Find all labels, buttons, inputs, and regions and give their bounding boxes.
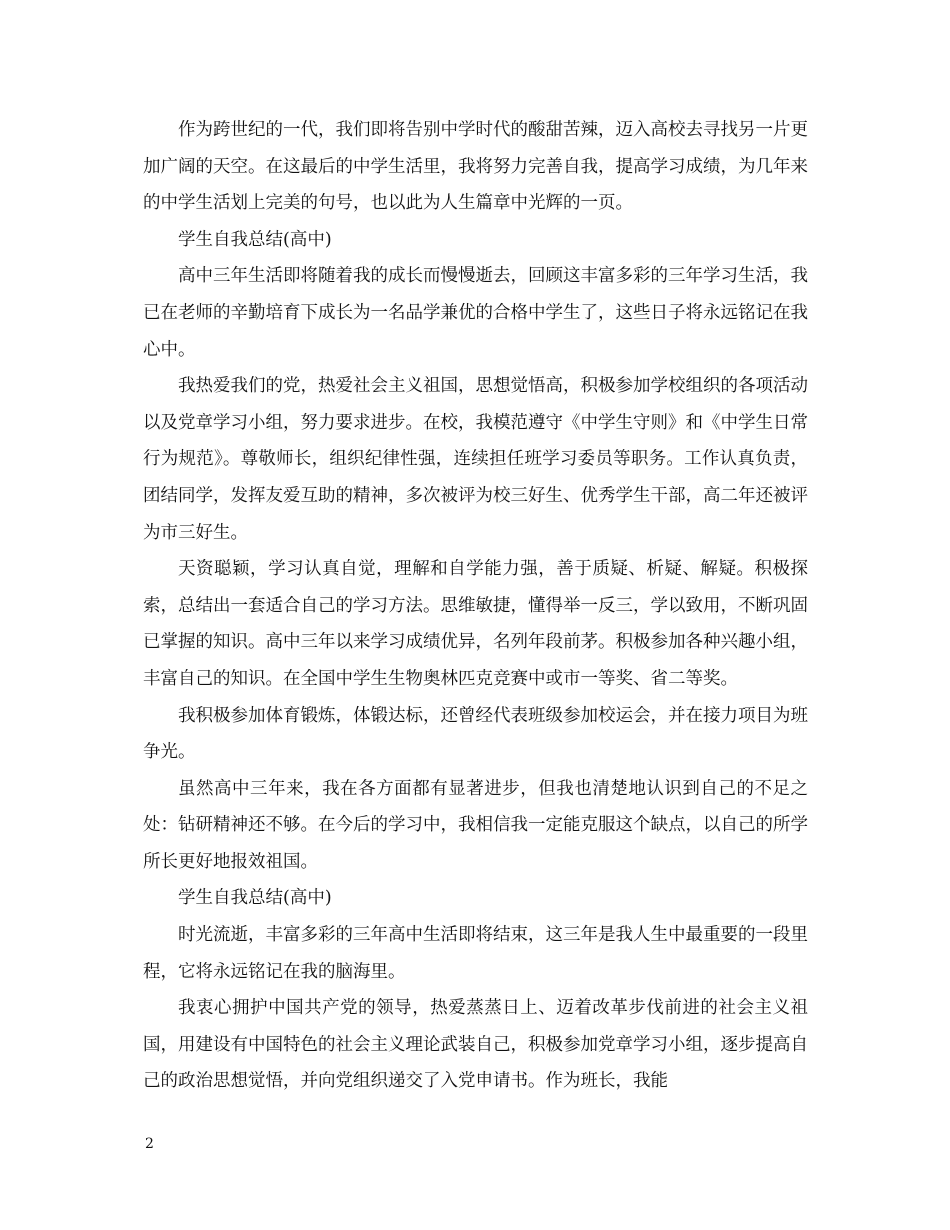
paragraph: 高中三年生活即将随着我的成长而慢慢逝去，回顾这丰富多彩的三年学习生活，我已在老师的辛勤培育下成长为一名品学兼优的合格中学生了，这些日子将永远铭记在我心中。 [143, 266, 808, 360]
paragraph: 时光流逝，丰富多彩的三年高中生活即将结束，这三年是我人生中最重要的一段里程，它将永远铭记在我的脑海里。 [143, 925, 808, 982]
page-number: 2 [145, 1136, 154, 1152]
section-heading: 学生自我总结(高中) [178, 888, 332, 909]
paragraph: 我热爱我们的党，热爱社会主义祖国，思想觉悟高，积极参加学校组织的各项活动以及党章学习小组，努力要求进步。在校，我模范遵守《中学生守则》和《中学生日常行为规范》。尊敬师长，组织纪律性强，连续担任班学习委员等职务。工作认真负责，团结同学，发挥友爱互助的精神，多次被评为校三好生、优秀学生干部，高二年还被评为市三好生。 [143, 376, 808, 543]
paragraph: 天资聪颖，学习认真自觉，理解和自学能力强，善于质疑、析疑、解疑。积极探索，总结出一套适合自己的学习方法。思维敏捷，懂得举一反三，学以致用，不断巩固已掌握的知识。高中三年以来学习成绩优异，名列年段前茅。积极参加各种兴趣小组，丰富自己的知识。在全国中学生生物奥林匹克竞赛中或市一等奖、省二等奖。 [143, 559, 808, 689]
paragraph: 虽然高中三年来，我在各方面都有显著进步，但我也清楚地认识到自己的不足之处：钻研精神还不够。在今后的学习中，我相信我一定能克服这个缺点，以自己的所学所长更好地报效祖国。 [143, 778, 808, 872]
section-heading: 学生自我总结(高中) [178, 229, 332, 250]
paragraph: 我积极参加体育锻炼，体锻达标，还曾经代表班级参加校运会，并在接力项目为班争光。 [143, 705, 808, 763]
paragraph: 作为跨世纪的一代，我们即将告别中学时代的酸甜苦辣，迈入高校去寻找另一片更加广阔的天空。在这最后的中学生活里，我将努力完善自我，提高学习成绩，为几年来的中学生活划上完美的句号，也以此为人生篇章中光辉的一页。 [143, 120, 808, 214]
document-body [143, 112, 808, 1100]
paragraph: 我衷心拥护中国共产党的领导，热爱蒸蒸日上、迈着改革步伐前进的社会主义祖国，用建设有中国特色的社会主义理论武装自己，积极参加党章学习小组，逐步提高自己的政治思想觉悟，并向党组织递交了入党申请书。作为班长，我能 [143, 998, 808, 1092]
